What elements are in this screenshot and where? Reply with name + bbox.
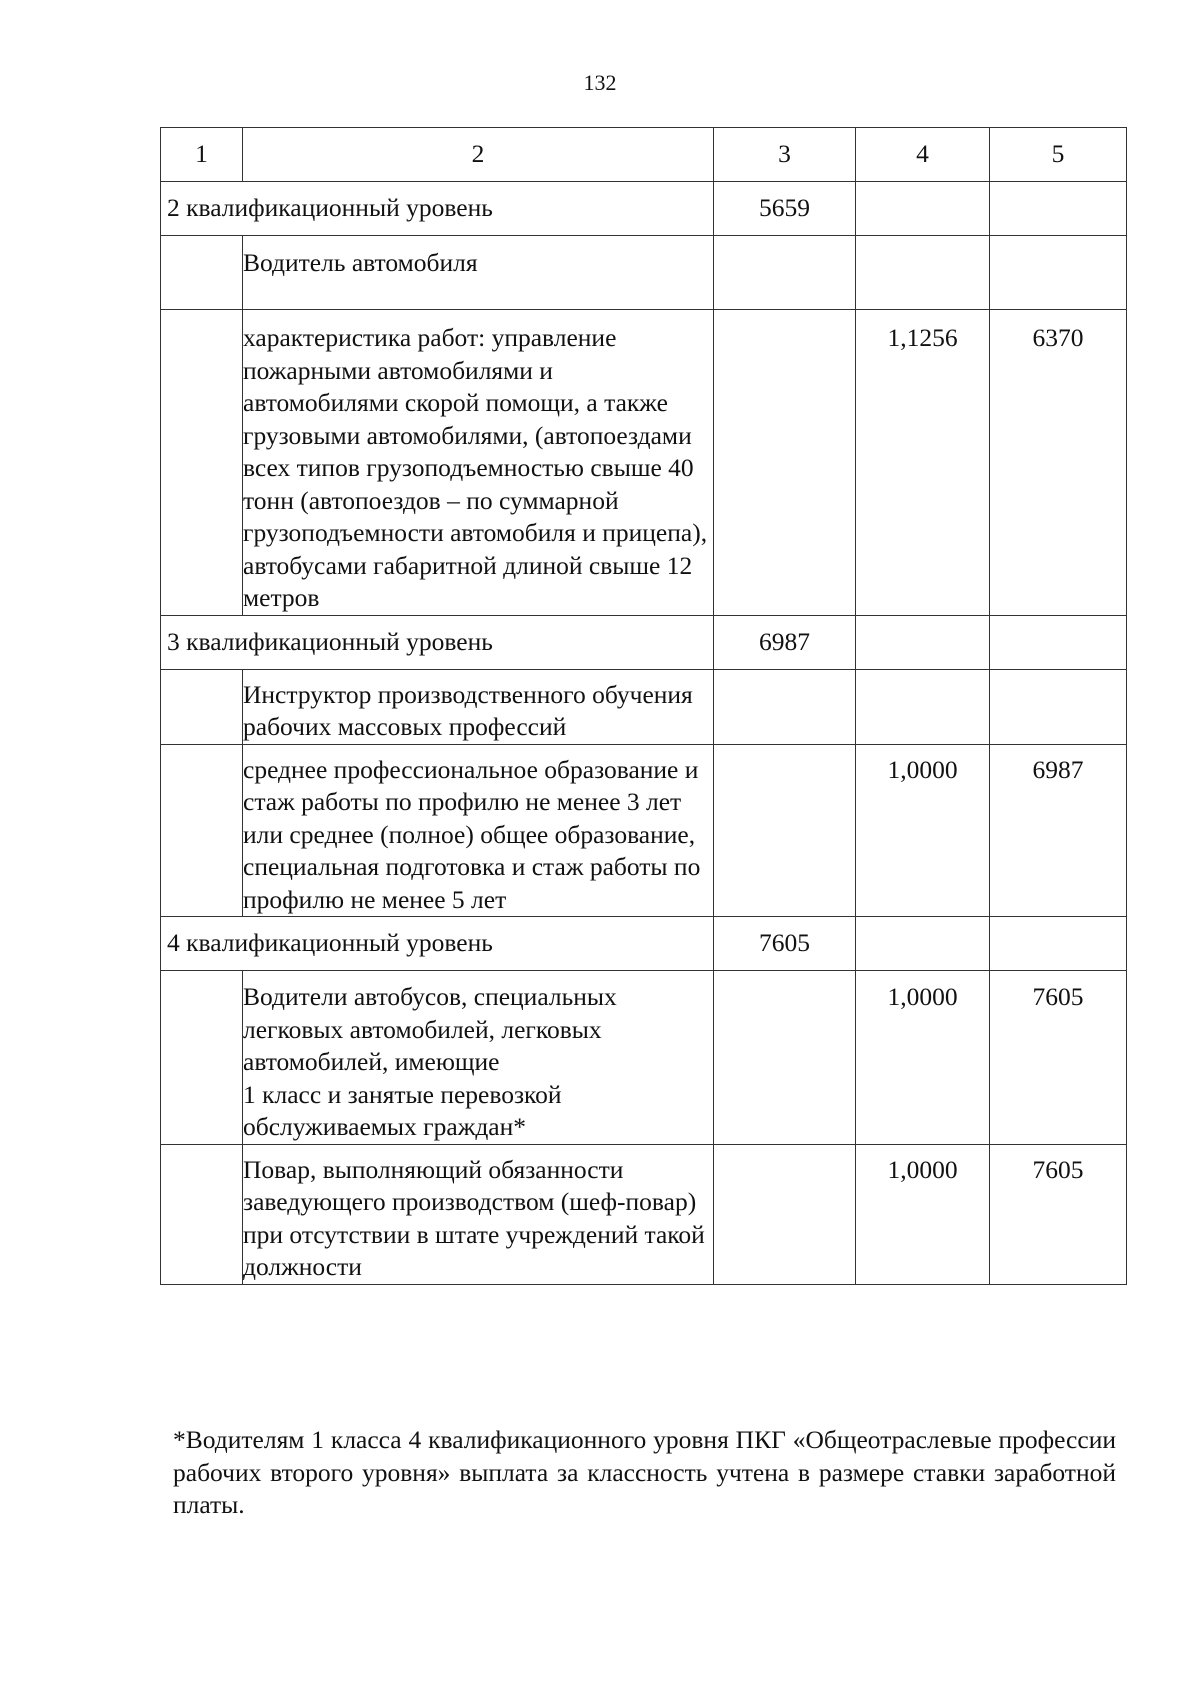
salary-cell: [990, 236, 1127, 310]
level-base-salary: 5659: [714, 182, 856, 236]
level-4-row: [161, 917, 1127, 971]
position-title: Инструктор производственного обучения рабочих массовых профессий: [243, 669, 714, 744]
salary-cell: 6370: [990, 310, 1127, 616]
salary-cell: 7605: [990, 1144, 1127, 1284]
table-header-row: [161, 128, 1127, 182]
empty-cell: [714, 744, 856, 917]
position-description: характеристика работ: управление пожарными автомобилями и автомобилями скорой помощи, а также грузовыми автомобилями, (автопоездами всех типов грузоподъемностью свыше 40 тонн (автопоездов – по суммарной грузоподъемности автомобиля и прицепа), автобусами габаритной длиной свыше 12 метров: [243, 310, 714, 616]
empty-cell: [714, 310, 856, 616]
table-row: [161, 310, 1127, 616]
empty-cell: [856, 615, 990, 669]
empty-cell: [161, 669, 243, 744]
level-3-row: [161, 615, 1127, 669]
empty-cell: [990, 182, 1127, 236]
page-number: 132: [583, 70, 617, 95]
column-number-3: 3: [714, 128, 856, 182]
footnote: *Водителям 1 класса 4 квалификационного уровня ПКГ «Общеотраслевые профессии рабочих второго уровня» выплата за классность учтена в размере ставки заработной платы.: [173, 1425, 1116, 1519]
position-title: Водитель автомобиля: [243, 236, 714, 310]
empty-cell: [714, 971, 856, 1145]
empty-cell: [856, 917, 990, 971]
level-name: 3 квалификационный уровень: [161, 615, 714, 669]
coefficient-cell: [856, 236, 990, 310]
level-base-salary: 7605: [714, 917, 856, 971]
salary-cell: 7605: [990, 971, 1127, 1145]
column-number-5: 5: [990, 128, 1127, 182]
coefficient-cell: 1,1256: [856, 310, 990, 616]
level-2-row: [161, 182, 1127, 236]
empty-cell: [161, 971, 243, 1145]
coefficient-cell: 1,0000: [856, 1144, 990, 1284]
level-name: 2 квалификационный уровень: [161, 182, 714, 236]
empty-cell: [714, 236, 856, 310]
column-number-4: 4: [856, 128, 990, 182]
empty-cell: [161, 1144, 243, 1284]
coefficient-cell: [856, 669, 990, 744]
table-row: [161, 971, 1127, 1145]
level-base-salary: 6987: [714, 615, 856, 669]
level-name: 4 квалификационный уровень: [161, 917, 714, 971]
coefficient-cell: 1,0000: [856, 744, 990, 917]
empty-cell: [990, 615, 1127, 669]
empty-cell: [990, 917, 1127, 971]
salary-cell: [990, 669, 1127, 744]
table-row: [161, 1144, 1127, 1284]
empty-cell: [714, 669, 856, 744]
empty-cell: [161, 744, 243, 917]
column-number-1: 1: [161, 128, 243, 182]
empty-cell: [161, 310, 243, 616]
position-title: Водители автобусов, специальных легковых автомобилей, легковых автомобилей, имеющие 1 класс и занятые перевозкой обслуживаемых граждан*: [243, 971, 714, 1145]
position-description: среднее профессиональное образование и стаж работы по профилю не менее 3 лет или среднее (полное) общее образование, специальная подготовка и стаж работы по профилю не менее 5 лет: [243, 744, 714, 917]
empty-cell: [856, 182, 990, 236]
table-row: [161, 236, 1127, 310]
empty-cell: [161, 236, 243, 310]
salary-cell: 6987: [990, 744, 1127, 917]
table-row: [161, 669, 1127, 744]
salary-table: [160, 127, 1127, 1285]
position-title: Повар, выполняющий обязанности заведующего производством (шеф-повар) при отсутствии в штате учреждений такой должности: [243, 1144, 714, 1284]
coefficient-cell: 1,0000: [856, 971, 990, 1145]
empty-cell: [714, 1144, 856, 1284]
column-number-2: 2: [243, 128, 714, 182]
table-row: [161, 744, 1127, 917]
